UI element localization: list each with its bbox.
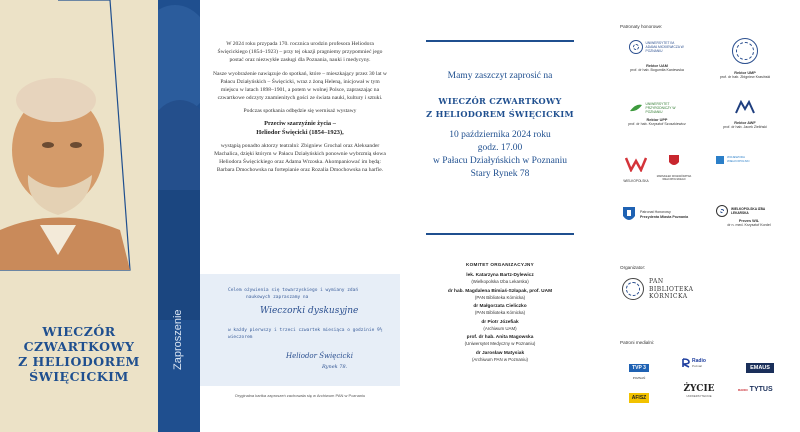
committee-member xyxy=(410,320,590,332)
uam-seal-icon xyxy=(629,40,643,54)
mayor-role: Patronat Honorowy xyxy=(640,210,671,215)
letter-signature: Heliodor Święcicki xyxy=(286,352,353,360)
emaus-logo xyxy=(740,356,780,374)
marshal-crest-icon xyxy=(668,154,680,168)
event-address: Stary Rynek 78 xyxy=(470,169,530,179)
historical-invitation-card xyxy=(200,274,400,386)
wojewoda-tile-icon xyxy=(716,156,724,164)
upp-logo xyxy=(622,102,692,127)
cover-title-line-3: Z HELIODOREM xyxy=(18,354,140,369)
event-time: godz. 17.00 xyxy=(477,143,523,153)
awf-rector-name: prof. dr hab. Jacek Zieliński xyxy=(723,125,767,130)
media-patrons-label: Patroni medialni: xyxy=(620,340,655,345)
ump-rector-name: prof. dr hab. Zbigniew Krasiński xyxy=(719,75,771,80)
member-affiliation: (Uniwersytet Medyczny w Poznaniu) xyxy=(464,341,536,346)
wielkopolska-text: WIELKOPOLSKA xyxy=(623,179,649,183)
tvp3-text: TVP 3 xyxy=(629,364,649,372)
committee-member xyxy=(410,289,590,301)
uam-logo xyxy=(622,40,692,73)
upp-logo-text: UNIWERSYTET PRZYRODNICZY W POZNANIU xyxy=(645,102,676,114)
event-details xyxy=(410,129,590,181)
afisz-logo xyxy=(622,386,656,404)
member-affiliation: (PAN Biblioteka Kórnicka) xyxy=(474,310,526,315)
ump-seal-icon xyxy=(732,38,758,64)
radio-tytus-logo xyxy=(738,386,782,393)
wielkopolska-logo xyxy=(620,156,652,183)
patrons-panel xyxy=(600,0,800,432)
uam-rector-role: Rektor UAM xyxy=(646,64,668,68)
description-text xyxy=(212,40,388,179)
organizing-committee xyxy=(410,262,590,366)
member-name: prof. dr hab. Anita Magowska xyxy=(466,335,534,340)
marshal-logo xyxy=(656,154,692,181)
cover-title-line-2: CZWARTKOWY xyxy=(23,339,135,354)
letter-place: Rynek 78. xyxy=(322,364,348,370)
marshal-text: MARSZAŁEK WOJEWÓDZTWA WIELKOPOLSKIEGO xyxy=(656,175,692,181)
radio-text: Radio xyxy=(692,358,706,364)
pan-text-1: PAN xyxy=(649,278,664,285)
upp-leaf-icon xyxy=(629,103,643,113)
member-affiliation: (Archiwum PAN w Poznaniu) xyxy=(471,356,529,362)
honorary-patrons-label: Patronaty honorowe: xyxy=(620,24,663,29)
description-paragraph-3: Podczas spotkania odbędzie się wernisaż wystawy xyxy=(243,108,357,115)
poznan-logo xyxy=(622,206,692,224)
izba-lekarska-logo xyxy=(716,205,782,228)
tytus-sub: RADIO xyxy=(738,387,748,392)
tvp3-logo xyxy=(624,356,654,380)
radio-poznan-logo xyxy=(682,358,718,368)
letter-line-4: wieczorem xyxy=(228,335,253,340)
izba-name: dr n. med. Krzysztof Kordel xyxy=(727,223,771,228)
committee-member xyxy=(410,304,590,316)
committee-heading: KOMITET ORGANIZACYJNY xyxy=(465,262,535,267)
cover-panel xyxy=(0,0,200,432)
zycie-sub: UNIWERSYTECKIE xyxy=(686,394,712,398)
radio-sub: Poznań xyxy=(692,364,703,368)
member-affiliation: (Archiwum UAM) xyxy=(483,325,517,331)
uam-rector-name: prof. dr hab. Bogumiła Kaniewska xyxy=(630,68,684,73)
wojewoda-text: WOJEWODA WIELKOPOLSKI xyxy=(727,155,750,163)
wielkopolska-w-icon xyxy=(625,156,647,172)
mayor-title: Prezydenta Miasta Poznania xyxy=(640,215,689,219)
afisz-text: AFISZ xyxy=(629,393,649,403)
exhibit-title-line-2: Heliodor Święcicki (1854–1923), xyxy=(256,128,344,136)
member-name: dr Jarosław Matysiak xyxy=(475,350,525,356)
cover-title-line-1: WIECZÓR xyxy=(42,324,116,339)
wojewoda-logo xyxy=(716,156,776,164)
pan-biblioteka-logo xyxy=(622,278,712,301)
upp-rector-role: Rektor UPP xyxy=(646,118,668,122)
izba-seal-icon xyxy=(716,205,728,217)
event-date: 10 października 2024 roku xyxy=(449,130,551,140)
description-paragraph-2: Nasze wyobrażenie nawiązuje do spotkań, które – mieszkający przez 30 lat w Pałacu Działyńskich – Święcicki, wraz z żoną Heleną, inicjował w tym miejscu w latach 1898–1901, a potem w wolnej Polsce, zapraszając na czwartkowe odczyty znamienitych gości ze świata nauki, kultury i sztuki. xyxy=(213,70,387,102)
tvp3-sub: POZNAŃ xyxy=(632,376,646,380)
top-rule xyxy=(426,40,574,42)
member-name: dr hab. Magdalena Bimiaś-Szłapak, prof. UAM xyxy=(447,288,553,294)
invitation-main xyxy=(410,70,590,181)
cover-title-line-4: ŚWIĘCICKIM xyxy=(29,369,129,384)
member-name: dr Małgorzata Cieliczko xyxy=(473,304,527,309)
upp-rector-name: prof. dr hab. Krzysztof Szoszkiewicz xyxy=(628,122,686,127)
letter-line-1: Celem ożywienia się towarzyskiego i wymiany zdań xyxy=(228,288,359,293)
description-panel xyxy=(200,0,400,432)
izba-role: Prezes WIL xyxy=(738,219,760,223)
event-venue: w Pałacu Działyńskich w Poznaniu xyxy=(432,156,568,166)
pan-seal-icon xyxy=(622,278,644,300)
letter-line-3: w każdy pierwszy i trzeci czwartek miesiąca o godzinie 9½ xyxy=(228,328,383,333)
tytus-text: TYTUS xyxy=(749,386,773,393)
description-paragraph-4: wystąpią ponadto aktorzy teatralni: Zbigniew Grochal oraz Aleksander Machalica, dzięki którym w Pałacu Działyńskich ponownie wybrzmią słowa Heliodora Święcickiego oraz Adama Wrzoska. Akompaniować im będą: Barbara Dmochowska na fortepianie oraz Rozalia Dmochowska na harfie. xyxy=(214,142,386,174)
invite-line: Mamy zaszczyt zaprosić na xyxy=(447,71,553,81)
invitation-vertical-label: Zaproszenie xyxy=(172,309,184,370)
pan-text-3: KÓRNICKA xyxy=(649,293,688,300)
emaus-text: EMAUS xyxy=(746,363,774,373)
letter-title: Wieczorki dyskusyjne xyxy=(260,306,359,316)
awf-logo-icon xyxy=(735,100,755,114)
radio-logo-icon xyxy=(682,358,690,368)
exhibit-title-line-1: Przeciw szarzyźnie życia – xyxy=(264,119,336,127)
awf-rector-role: Rektor AWF xyxy=(734,121,756,125)
zycie-uniwersyteckie-logo xyxy=(676,384,722,398)
card-caption: Oryginalna kartka zaproszeń zachowała się w Archiwum PAN w Poznaniu xyxy=(234,393,366,398)
middle-rule xyxy=(426,233,574,235)
cover-title xyxy=(0,324,158,384)
member-affiliation: (Wielkopolska Izba Lekarska) xyxy=(471,279,529,284)
event-title xyxy=(410,95,590,121)
committee-member xyxy=(410,351,590,363)
member-name: dr Piotr Józefiak xyxy=(481,319,519,325)
event-title-line-1: WIECZÓR CZWARTKOWY xyxy=(438,96,562,106)
uam-logo-text: UNIWERSYTET IM. ADAMA MICKIEWICZA W POZNANIU xyxy=(645,41,684,53)
invitation-panel xyxy=(400,0,600,432)
awf-logo xyxy=(710,100,780,130)
description-paragraph-1: W 2024 roku przypada 170. rocznica urodzin profesora Heliodora Święcickiego (1854–1923) – przy tej okazji pragniemy przypomnieć jego postać oraz niezwykłe zasługi dla Poznania, nauki i medycyny. xyxy=(217,41,383,64)
member-name: lek. Katarzyna Bartz-Dylewicz xyxy=(466,273,534,278)
zycie-text: ŻYCIE xyxy=(683,384,715,394)
member-affiliation: (PAN Biblioteka Kórnicka) xyxy=(474,294,526,300)
organizer-label: Organizator: xyxy=(620,265,646,270)
ump-rector-role: Rektor UMP xyxy=(734,71,756,75)
izba-text: WIELKOPOLSKA IZBA LEKARSKA xyxy=(731,207,766,215)
event-title-line-2: Z HELIODOREM ŚWIĘCICKIM xyxy=(426,109,574,119)
committee-member xyxy=(410,273,590,285)
pan-text-2: BIBLIOTEKA xyxy=(649,285,694,293)
letter-line-2: naukowych zapraszamy na xyxy=(246,295,309,300)
poznan-crest-icon xyxy=(622,206,636,224)
committee-member xyxy=(410,335,590,347)
ump-logo xyxy=(710,38,780,80)
